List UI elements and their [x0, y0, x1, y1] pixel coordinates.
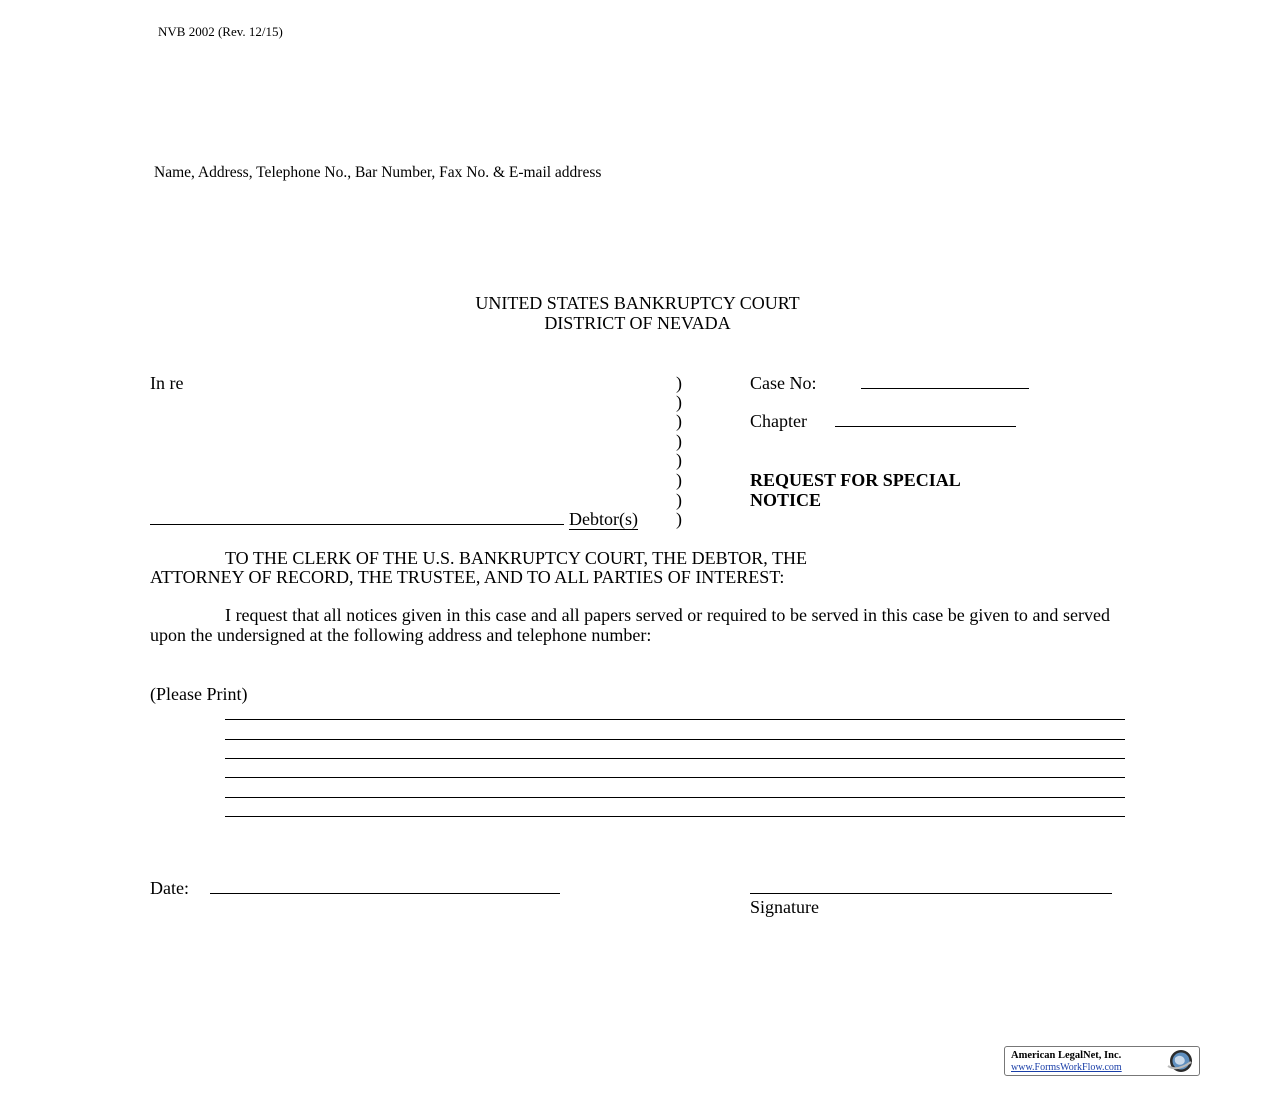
form-id: NVB 2002 (Rev. 12/15) [158, 24, 283, 39]
address-fill-line[interactable] [225, 758, 1125, 759]
in-re-label: In re [150, 373, 184, 393]
court-district: DISTRICT OF NEVADA [544, 313, 731, 333]
court-name: UNITED STATES BANKRUPTCY COURT [475, 293, 800, 313]
caption-paren: ) [676, 509, 682, 529]
caption-paren: ) [676, 411, 682, 431]
badge-url[interactable]: www.FormsWorkFlow.com [1011, 1062, 1122, 1073]
address-fill-line[interactable] [225, 797, 1125, 798]
date-label: Date: [150, 878, 189, 898]
debtor-name-line[interactable] [150, 524, 564, 525]
addressee-line1: TO THE CLERK OF THE U.S. BANKRUPTCY COURT, THE DEBTOR, THE [225, 548, 807, 568]
caption-paren: ) [676, 431, 682, 451]
attorney-info-label: Name, Address, Telephone No., Bar Number, Fax No. & E-mail address [154, 164, 602, 181]
address-fill-line[interactable] [225, 777, 1125, 778]
address-fill-line[interactable] [225, 719, 1125, 720]
caption-paren: ) [676, 490, 682, 510]
document-title-line2: NOTICE [750, 490, 822, 510]
document-title-line1: REQUEST FOR SPECIAL [750, 470, 961, 490]
debtor-label-text: Debtor(s) [569, 509, 638, 529]
address-fill-line[interactable] [225, 739, 1125, 740]
globe-logo-icon [1165, 1048, 1195, 1074]
caption-paren: ) [676, 470, 682, 490]
badge-company: American LegalNet, Inc. [1011, 1050, 1122, 1061]
signature-line[interactable] [750, 893, 1112, 894]
chapter-label: Chapter [750, 411, 807, 431]
debtor-label [569, 509, 638, 530]
addressee-line2: ATTORNEY OF RECORD, THE TRUSTEE, AND TO ALL PARTIES OF INTEREST: [150, 567, 785, 587]
request-paragraph [150, 606, 1110, 645]
request-paragraph-text: I request that all notices given in this case and all papers served or required to be served in this case be given to and served upon the undersigned at the following address and telephone number: [150, 605, 1110, 645]
signature-label: Signature [750, 897, 819, 917]
case-no-line[interactable] [861, 388, 1029, 389]
address-fill-line[interactable] [225, 816, 1125, 817]
case-no-label: Case No: [750, 373, 817, 393]
please-print-label: (Please Print) [150, 684, 248, 704]
chapter-line[interactable] [835, 426, 1016, 427]
caption-paren: ) [676, 450, 682, 470]
caption-paren: ) [676, 392, 682, 412]
caption-paren: ) [676, 373, 682, 393]
forms-workflow-badge[interactable] [1004, 1046, 1200, 1076]
date-line[interactable] [210, 893, 560, 894]
